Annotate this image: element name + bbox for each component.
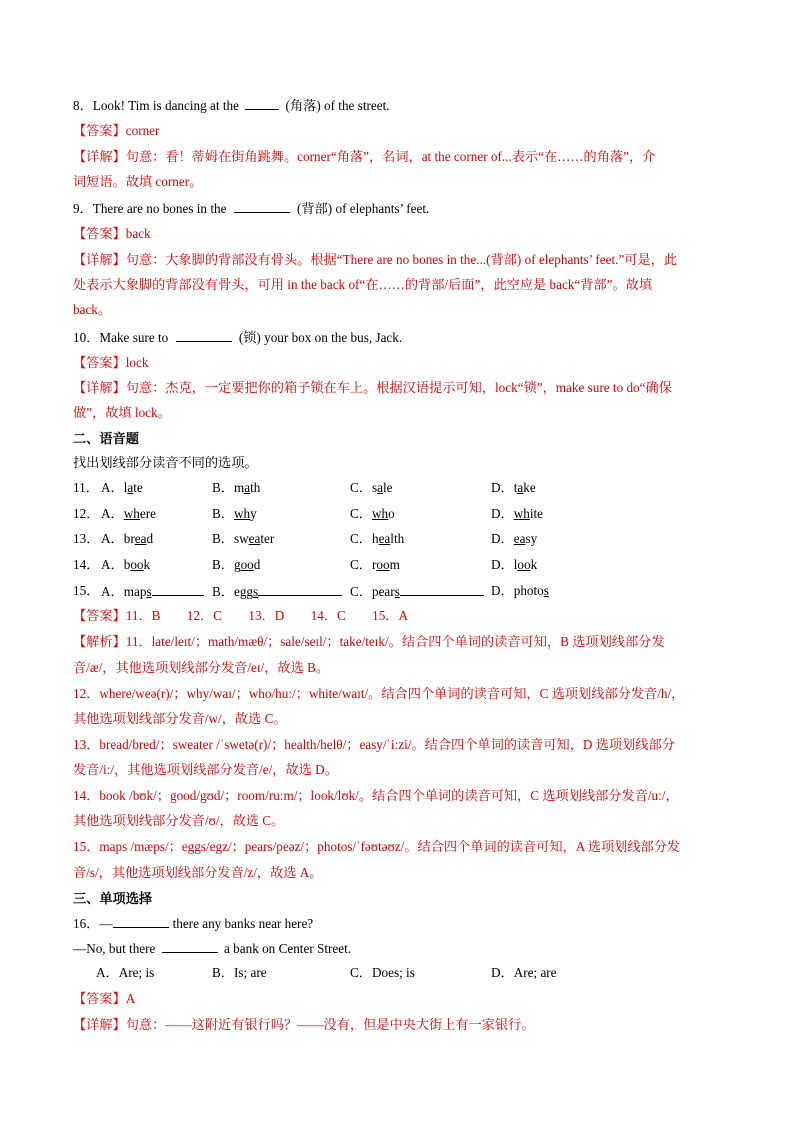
answer-blank xyxy=(400,583,484,596)
option-a xyxy=(101,531,153,547)
option-b xyxy=(212,531,274,547)
answer-8: 【答案】corner xyxy=(73,123,160,138)
option-word: map xyxy=(123,584,147,599)
question-text: (锁) your box on the bus, Jack. xyxy=(238,330,403,345)
option-label: C． xyxy=(350,506,372,521)
option-word: egg xyxy=(233,584,254,599)
option-d xyxy=(491,480,536,496)
underlined-part: s xyxy=(543,583,549,598)
option-word: l xyxy=(123,480,128,495)
option-word: b xyxy=(123,557,131,572)
underlined-part: s xyxy=(253,584,259,599)
option-label: A． xyxy=(101,584,124,599)
question-text: 9．There are no bones in the xyxy=(73,201,227,216)
option-word: d xyxy=(253,557,261,572)
option-word: k xyxy=(143,557,151,572)
option-word: m xyxy=(389,557,400,572)
option-label: C． xyxy=(350,557,372,572)
option-label: C． xyxy=(350,584,372,599)
option-a xyxy=(101,557,150,573)
option-d xyxy=(491,583,549,599)
option-word: m xyxy=(233,480,245,495)
analysis-line: 12．where/weə(r)/；why/waɪ/；who/huː/；white/waɪt/。结合四个单词的读音可知，C 选项划线部分发音/h/， xyxy=(73,686,685,701)
underlined-part: wh xyxy=(371,506,389,521)
answer-blank xyxy=(234,200,290,213)
option-b xyxy=(212,583,342,600)
question-text: 16．— xyxy=(73,916,113,931)
question-10 xyxy=(73,329,402,346)
question-9 xyxy=(73,200,429,217)
question-number: 11． xyxy=(73,480,99,495)
question-text: 10．Make sure to xyxy=(73,330,169,345)
explanation-8-line1: 【详解】句意：看！蒂姆在街角跳舞。corner“角落”，名词，at the corner of...表示“在……的角落”，介 xyxy=(73,149,656,164)
option-word: g xyxy=(233,557,241,572)
option-word: le xyxy=(382,480,393,495)
option-word: pear xyxy=(371,584,395,599)
question-number: 12． xyxy=(73,506,100,521)
underlined-part: wh xyxy=(233,506,251,521)
answer-blank xyxy=(152,583,204,596)
analysis-line: 其他选项划线部分发音/ʊ/，故选 C。 xyxy=(73,813,285,828)
option-label: D． xyxy=(491,557,514,572)
option-label: B． xyxy=(212,480,234,495)
option-word: sw xyxy=(233,531,249,546)
question-text: —No, but there xyxy=(73,941,156,956)
explanation-10-line2: 做”，故填 lock。 xyxy=(73,405,171,420)
option-c: C．Does; is xyxy=(350,965,415,980)
option-word: ite xyxy=(529,506,544,521)
option-word: th xyxy=(250,480,261,495)
question-text: 8．Look! Tim is dancing at the xyxy=(73,98,239,113)
option-label: B． xyxy=(212,506,234,521)
answer-blank xyxy=(113,915,169,928)
option-a xyxy=(101,506,156,522)
option-label: B． xyxy=(212,584,234,599)
underlined-part: ea xyxy=(378,531,391,546)
question-text: (背部) of elephants’ feet. xyxy=(297,201,430,216)
option-a: A．Are; is xyxy=(96,965,155,980)
question-8 xyxy=(73,97,390,114)
underlined-part: ea xyxy=(248,531,261,546)
question-text: (角落) of the street. xyxy=(285,98,390,113)
option-label: A． xyxy=(101,480,124,495)
option-label: C． xyxy=(350,480,372,495)
underlined-part: a xyxy=(377,480,383,495)
underlined-part: oo xyxy=(240,557,254,572)
option-word: h xyxy=(371,531,379,546)
answer-10: 【答案】lock xyxy=(73,355,149,370)
option-word: ter xyxy=(260,531,275,546)
question-16-line1 xyxy=(73,915,313,932)
answer-9: 【答案】back xyxy=(73,226,151,241)
explanation-10-line1: 【详解】句意：杰克，一定要把你的箱子锁在车上。根据汉语提示可知，lock“锁”，make sure to do“确保 xyxy=(73,380,672,395)
option-c xyxy=(350,506,395,522)
answer-blank xyxy=(258,583,342,596)
option-word: k xyxy=(530,557,538,572)
analysis-line: 【解析】11．late/leɪt/；math/mæθ/；sale/seɪl/；take/teɪk/。结合四个单词的读音可知，B 选项划线部分发 xyxy=(73,634,665,649)
option-label: B． xyxy=(212,531,234,546)
option-word: photo xyxy=(513,583,544,598)
option-c xyxy=(350,480,393,496)
explanation-9-line3: back。 xyxy=(73,302,112,317)
option-word: sy xyxy=(525,531,538,546)
answer-blank xyxy=(245,97,279,110)
underlined-part: s xyxy=(146,584,152,599)
analysis-line: 14．book /bʊk/；good/gʊd/；room/ruːm/；look/lʊk/。结合四个单词的读音可知，C 选项划线部分发音/uː/， xyxy=(73,788,679,803)
option-a xyxy=(101,480,143,496)
option-b: B．Is; are xyxy=(212,965,267,980)
option-d: D．Are; are xyxy=(491,965,557,980)
option-word: te xyxy=(133,480,143,495)
option-c xyxy=(350,557,400,573)
analysis-line: 15．maps /mæps/；eggs/egz/；pears/peəz/；photos/ˈfəʊtəʊz/。结合四个单词的读音可知，A 选项划线部分发 xyxy=(73,839,681,854)
option-label: D． xyxy=(491,583,514,598)
explanation-9-line1: 【详解】句意：大象脚的背部没有骨头。根据“There are no bones in the...(背部) of elephants’ feet.”可是，此 xyxy=(73,252,678,267)
explanation-16: 【详解】句意：——这附近有银行吗？——没有，但是中央大街上有一家银行。 xyxy=(73,1017,535,1032)
underlined-part: a xyxy=(517,480,524,495)
analysis-line: 其他选项划线部分发音/w/，故选 C。 xyxy=(73,711,287,726)
option-label: D． xyxy=(491,480,514,495)
option-label: A． xyxy=(101,506,124,521)
analysis-line: 13．bread/bred/；sweater /ˈswetə(r)/；health/helθ/；easy/ˈiːzi/。结合四个单词的读音可知，D 选项划线部分 xyxy=(73,737,675,752)
underlined-part: s xyxy=(394,584,400,599)
option-d xyxy=(491,531,537,547)
underlined-part: oo xyxy=(130,557,144,572)
question-number: 13． xyxy=(73,531,100,546)
option-word: t xyxy=(513,480,518,495)
option-word: l xyxy=(513,557,518,572)
question-16-line2 xyxy=(73,940,351,957)
option-word: s xyxy=(371,480,378,495)
option-b xyxy=(212,557,260,573)
answer-11-15: 【答案】11．B 12．C 13．D 14．C 15．A xyxy=(73,608,409,623)
question-text: there any banks near here? xyxy=(172,916,314,931)
option-word: lth xyxy=(390,531,405,546)
underlined-part: oo xyxy=(517,557,531,572)
underlined-part: ea xyxy=(134,531,147,546)
underlined-part: a xyxy=(244,480,251,495)
underlined-part: wh xyxy=(123,506,140,521)
analysis-line: 音/s/，其他选项划线部分发音/z/，故选 A。 xyxy=(73,865,323,880)
underlined-part: a xyxy=(127,480,134,495)
option-label: A． xyxy=(101,531,124,546)
analysis-line: 发音/iː/，其他选项划线部分发音/e/，故选 D。 xyxy=(73,762,338,777)
option-word: r xyxy=(371,557,377,572)
answer-blank xyxy=(176,329,232,342)
answer-blank xyxy=(162,940,218,953)
option-word: d xyxy=(146,531,154,546)
analysis-line: 音/æ/，其他选项划线部分发音/eɪ/，故选 B。 xyxy=(73,660,330,675)
option-word: br xyxy=(123,531,135,546)
explanation-8-line2: 词短语。故填 corner。 xyxy=(73,174,203,189)
question-number: 15． xyxy=(73,583,100,598)
option-label: C． xyxy=(350,531,372,546)
question-number: 14． xyxy=(73,557,100,572)
underlined-part: oo xyxy=(376,557,390,572)
question-text: a bank on Center Street. xyxy=(224,941,352,956)
option-d xyxy=(491,557,537,573)
section-title: 三、单项选择 xyxy=(73,891,153,906)
underlined-part: wh xyxy=(513,506,530,521)
option-d xyxy=(491,506,543,522)
explanation-9-line2: 处表示大象脚的背部没有骨头，可用 in the back of“在……的背部/后面”，此空应是 back“背部”。故填 xyxy=(73,277,653,292)
option-a xyxy=(101,583,204,600)
answer-16: 【答案】A xyxy=(73,991,136,1006)
option-c xyxy=(350,531,404,547)
option-word: ere xyxy=(139,506,156,521)
option-label: B． xyxy=(212,557,234,572)
option-word: o xyxy=(388,506,395,521)
option-label: D． xyxy=(491,531,514,546)
option-b xyxy=(212,506,257,522)
option-word: y xyxy=(250,506,257,521)
option-word: ke xyxy=(523,480,536,495)
option-label: D． xyxy=(491,506,514,521)
option-label: A． xyxy=(101,557,124,572)
section-title: 二、语音题 xyxy=(73,431,139,446)
underlined-part: ea xyxy=(513,531,526,546)
section-instruction: 找出划线部分读音不同的选项。 xyxy=(73,455,258,470)
option-c xyxy=(350,583,484,600)
option-b xyxy=(212,480,260,496)
